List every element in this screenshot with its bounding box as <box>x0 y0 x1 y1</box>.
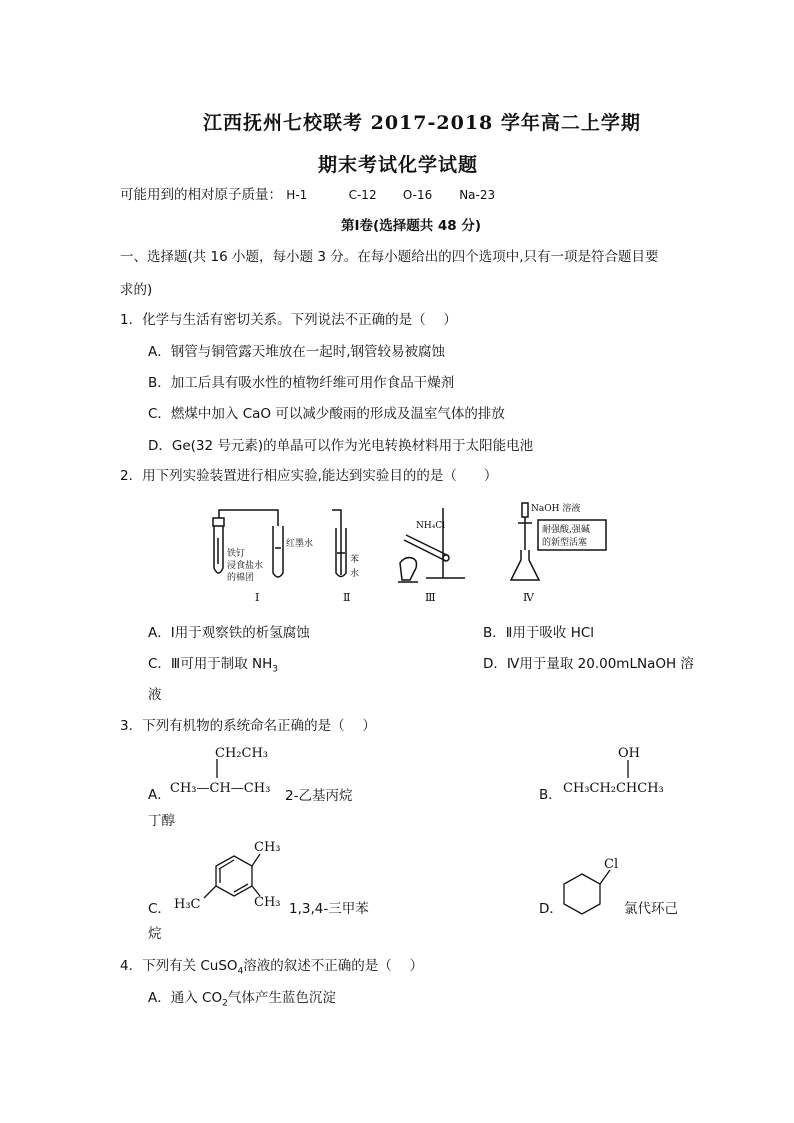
section-title: 第Ⅰ卷(选择题共 48 分) <box>341 218 482 234</box>
ch3-top: CH₃ <box>254 840 281 855</box>
atomic-mass-na: Na-23 <box>459 188 496 202</box>
h3c-left: H₃C <box>174 897 201 912</box>
apparatus-2 <box>332 510 346 577</box>
atomic-mass-label: 可能用到的相对原子质量： <box>120 187 282 203</box>
label-apparatus-2: Ⅱ <box>343 591 351 604</box>
label-nh4cl: NH₄Cl <box>416 521 446 531</box>
instructions-line1: 一、选择题(共 16 小题，每小题 3 分。在每小题给出的四个选项中,只有一项是符合题目要 <box>120 249 659 265</box>
q3-stem: 3．下列有机物的系统命名正确的是（ ） <box>120 718 376 734</box>
apparatus-3 <box>398 508 465 582</box>
q3-option-b-name: 丁醇 <box>148 813 175 829</box>
q3-option-c-name-continued: 烷 <box>148 926 162 942</box>
label-cotton: 的棉团 <box>227 573 255 583</box>
label-acid-base-2: 的新型活塞 <box>542 538 588 548</box>
main-chain: CH₃—CH—CH₃ <box>170 781 271 796</box>
label-apparatus-1: Ⅰ <box>255 591 260 604</box>
label-benzene: 苯 <box>350 555 360 565</box>
q2-apparatus-figure <box>200 498 620 610</box>
label-apparatus-3: Ⅲ <box>425 591 436 604</box>
q3-option-d-name: 氯代环己 <box>624 901 678 917</box>
label-red-ink: 红墨水 <box>286 539 314 549</box>
doc-title-line1: 江西抚州七校联考 2017-2018 学年高二上学期 <box>203 112 641 134</box>
q3-option-d-label: D． <box>539 901 563 917</box>
q4-option-a: A．通入 $CO_2$气体产生蓝色沉淀 <box>148 990 336 1009</box>
q2-stem: 2．用下列实验装置进行相应实验,能达到实验目的的是（ ） <box>120 468 498 484</box>
label-iron-nail: 铁钉 <box>227 549 246 559</box>
ch2ch3-group: CH₂CH₃ <box>215 746 268 761</box>
q3-option-a-structure <box>165 740 285 802</box>
instructions-line2: 求的) <box>120 282 153 298</box>
label-water: 水 <box>350 569 360 579</box>
q2-option-d-continued: 液 <box>148 687 162 703</box>
q2-option-d: D．Ⅳ用于量取 20.00mLNaOH 溶 <box>483 656 694 672</box>
q3-option-c-structure <box>172 834 292 920</box>
q3-option-c-label: C． <box>148 901 171 917</box>
q3-option-a-name: 2-乙基丙烷 <box>285 788 353 804</box>
q3-option-b-structure <box>558 740 688 802</box>
q3-option-c-name: 1,3,4-三甲苯 <box>289 901 369 917</box>
q2-option-a: A．Ⅰ用于观察铁的析氢腐蚀 <box>148 625 310 641</box>
oh-group: OH <box>618 746 640 761</box>
q4-stem: 4．下列有关 CuSO$_4$溶液的叙述不正确的是（ ） <box>120 958 424 977</box>
q1-option-c: C．燃煤中加入 CaO 可以减少酸雨的形成及温室气体的排放 <box>148 406 505 422</box>
q2-option-c: C．Ⅲ可用于制取 $NH_3$ <box>148 656 279 675</box>
ch3-bottom: CH₃ <box>254 895 281 910</box>
atomic-mass-c: C-12 <box>348 188 377 202</box>
atomic-mass-line <box>120 186 495 204</box>
atomic-mass-h: H-1 <box>286 188 308 202</box>
doc-title-line2: 期末考试化学试题 <box>318 154 479 176</box>
label-salt-soaked: 浸食盐水 <box>227 561 264 571</box>
cl-atom: Cl <box>604 857 619 872</box>
q3-option-a-label: A． <box>148 787 171 803</box>
q1-stem: 1．化学与生活有密切关系。下列说法不正确的是（ ） <box>120 312 457 328</box>
q1-option-b: B．加工后具有吸水性的植物纤维可用作食品干燥剂 <box>148 375 455 391</box>
q3-option-d-structure <box>560 852 630 918</box>
atomic-mass-o: O-16 <box>402 188 433 202</box>
q1-option-d: D．Ge(32 号元素)的单晶可以作为光电转换材料用于太阳能电池 <box>148 438 534 454</box>
q3-option-b-label: B． <box>539 787 562 803</box>
label-acid-base-1: 耐强酸,强碱 <box>542 525 590 535</box>
q1-option-a: A．钢管与铜管露天堆放在一起时,钢管较易被腐蚀 <box>148 344 446 360</box>
label-apparatus-4: Ⅳ <box>523 591 534 604</box>
q2-option-b: B．Ⅱ用于吸收 HCl <box>483 625 595 641</box>
label-naoh-solution: NaOH 溶液 <box>531 504 581 514</box>
main-chain: CH₃CH₂CHCH₃ <box>563 781 664 796</box>
